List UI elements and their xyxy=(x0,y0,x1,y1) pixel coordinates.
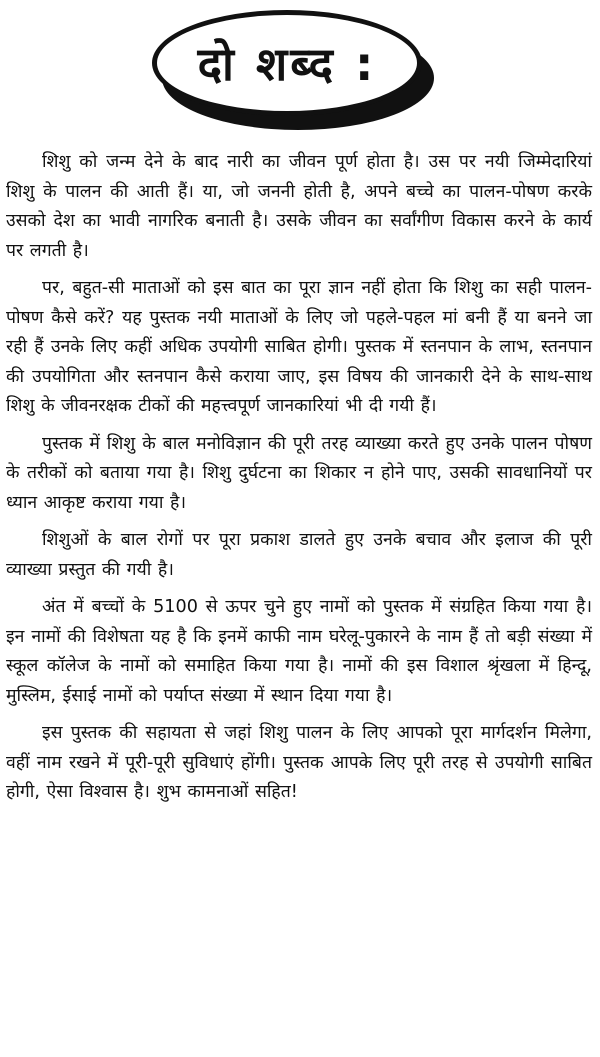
body-text xyxy=(6,148,592,816)
page-title: दो शब्द : xyxy=(197,37,377,91)
paragraph-2: पर, बहुत-सी माताओं को इस बात का पूरा ज्ञान नहीं होता कि शिशु का सही पालन-पोषण कैसे करें? यह पुस्तक नयी माताओं के लिए जो पहले-पहल मां बनी हैं या बनने जा रही हैं उनके लिए कहीं अधिक उपयोगी साबित होगी। पुस्तक में स्तनपान के लाभ, स्तनपान की उपयोगिता और स्तनपान कैसे कराया जाए, इस विषय की जानकारी देने के साथ-साथ शिशु के जीवनरक्षक टीकों की महत्त्वपूर्ण जानकारियां भी दी गयी हैं। xyxy=(6,278,592,416)
title-badge xyxy=(152,10,442,138)
paragraph-3: पुस्तक में शिशु के बाल मनोविज्ञान की पूरी तरह व्याख्या करते हुए उनके पालन पोषण के तरीकों को बताया गया है। शिशु दुर्घटना का शिकार न होने पाए, उसकी सावधानियों पर ध्यान आकृष्ट कराया गया है। xyxy=(6,433,592,513)
paragraph-5: अंत में बच्चों के 5100 से ऊपर चुने हुए नामों को पुस्तक में संग्रहित किया गया है। इन नामों की विशेषता यह है कि इनमें काफी नाम घरेलू-पुकारने के नाम हैं तो बड़ी संख्या में स्कूल कॉलेज के नामों को समाहित किया गया है। नामों की इस विशाल श्रृंखला में हिन्दू, मुस्लिम, ईसाई नामों को पर्याप्त संख्या में स्थान दिया गया है। xyxy=(6,597,592,706)
paragraph-4: शिशुओं के बाल रोगों पर पूरा प्रकाश डालते हुए उनके बचाव और इलाज की पूरी व्याख्या प्रस्तुत की गयी है। xyxy=(6,530,592,580)
title-oval xyxy=(152,10,422,116)
paragraph-6: इस पुस्तक की सहायता से जहां शिशु पालन के लिए आपको पूरा मार्गदर्शन मिलेगा, वहीं नाम रखने में पूरी-पूरी सुविधाएं होंगी। पुस्तक आपके लिए पूरी तरह से उपयोगी साबित होगी, ऐसा विश्वास है। शुभ कामनाओं सहित! xyxy=(6,723,592,802)
paragraph-1: शिशु को जन्म देने के बाद नारी का जीवन पूर्ण होता है। उस पर नयी जिम्मेदारियां शिशु के पालन की आती हैं। या, जो जननी होती है, अपने बच्चे का पालन-पोषण करके उसको देश का भावी नागरिक बनाती है। उसके जीवन का सर्वांगीण विकास करने के कार्य पर लगती है। xyxy=(6,152,592,261)
